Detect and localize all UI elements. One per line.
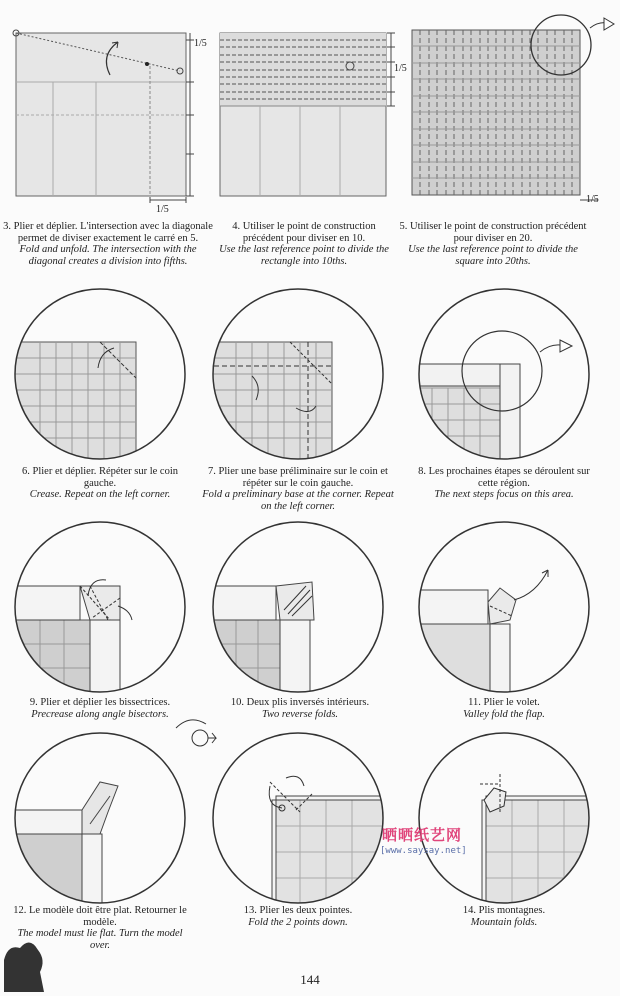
step-5-fr: 5. Utiliser le point de construction précédent pour diviser en 20. <box>399 221 587 244</box>
watermark-site: 晒晒纸艺网 <box>382 826 463 844</box>
step-3-fr: 3. Plier et déplier. L'intersection avec la diagonale permet de diviser exactement le carré en 5. <box>3 221 213 244</box>
step-4-fr: 4. Utiliser le point de construction précédent pour diviser en 10. <box>232 221 376 244</box>
watermark-url: [www.saysay.net] <box>380 846 467 856</box>
step-11-en: Valley fold the flap. <box>463 708 545 720</box>
step-9-en: Precrease along angle bisectors. <box>31 708 169 720</box>
step-14-caption <box>414 905 594 928</box>
step-6-en: Crease. Repeat on the left corner. <box>29 489 171 500</box>
step-7-fr: 7. Plier une base préliminaire sur le coin et répéter sur le coin gauche. <box>208 466 388 489</box>
page-number: 144 <box>300 972 320 987</box>
step-5-en: Use the last reference point to divide the square into 20ths. <box>408 244 578 267</box>
step-14-en: Mountain folds. <box>470 916 538 928</box>
fifth-label-4: 1/5 <box>394 63 407 74</box>
step-13-fr: 13. Plier les deux pointes. <box>243 905 353 916</box>
step-13-caption <box>208 905 388 928</box>
step-12-fr: 12. Le modèle doit être plat. Retourner le modèle. <box>13 905 187 928</box>
step-13-en: Fold the 2 points down. <box>248 916 348 928</box>
fifth-label-5: 1/5 <box>586 194 599 205</box>
fifth-label-horizontal: 1/5 <box>156 204 169 215</box>
step-12-caption <box>10 905 190 951</box>
step-14-fr: 14. Plis montagnes. <box>462 905 546 916</box>
step-10-en: Two reverse folds. <box>261 708 339 720</box>
step-7-en: Fold a preliminary base at the corner. Repeat on the left corner. <box>202 489 394 512</box>
step-3-en: Fold and unfold. The intersection with the diagonal creates a division into fifths. <box>19 244 197 267</box>
step-4-en: Use the last reference point to divide the rectangle into 10ths. <box>219 244 389 267</box>
step-11-fr: 11. Plier le volet. <box>468 697 540 708</box>
step-12-en: The model must lie flat. Turn the model over. <box>17 928 183 951</box>
step-8-en: The next steps focus on this area. <box>434 489 574 500</box>
step-6-fr: 6. Plier et déplier. Répéter sur le coin gauche. <box>22 466 178 489</box>
fifth-label-vertical: 1/5 <box>194 38 207 49</box>
step-8-fr: 8. Les prochaines étapes se déroulent sur cette région. <box>418 466 590 489</box>
step-9-fr: 9. Plier et déplier les bissectrices. <box>29 697 171 708</box>
step-10-fr: 10. Deux plis inversés intérieurs. <box>230 697 370 708</box>
